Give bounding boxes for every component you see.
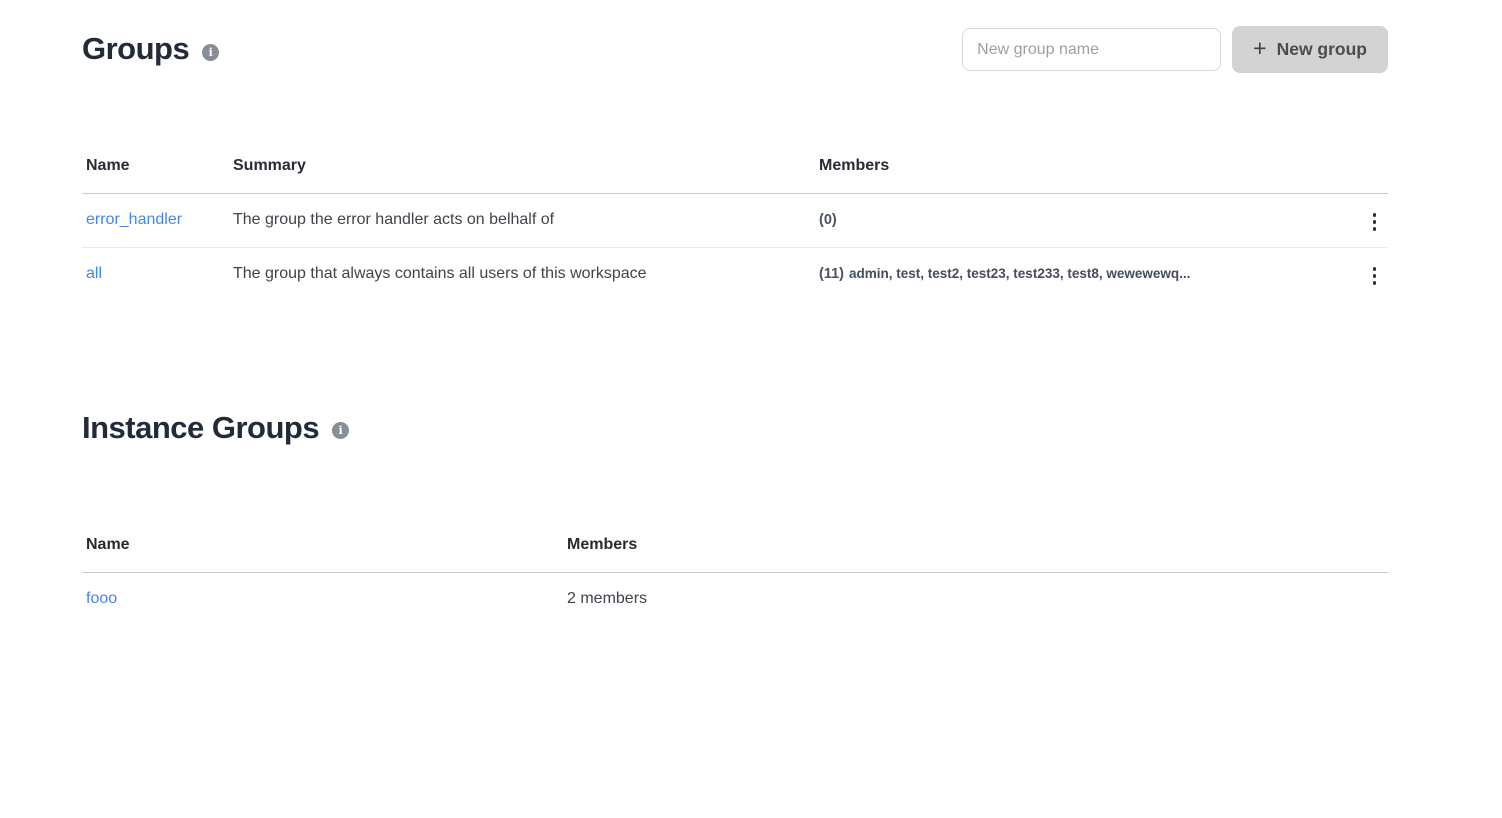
groups-table-header-row	[82, 139, 1388, 193]
table-row-all	[82, 247, 1388, 301]
column-header-actions	[1340, 139, 1388, 193]
instance-group-members: 2 members	[567, 590, 648, 608]
column-header-summary: Summary	[229, 139, 815, 193]
column-header-members: Members	[563, 518, 1388, 572]
page-header	[82, 26, 1388, 73]
members-count: (11)	[819, 266, 844, 283]
groups-info-icon[interactable]	[202, 44, 219, 61]
row-actions-kebab-icon[interactable]	[1365, 261, 1385, 291]
groups-table-wrap	[82, 139, 1388, 301]
new-group-button-label: New group	[1276, 39, 1367, 59]
new-group-button[interactable]	[1232, 26, 1388, 73]
row-actions-kebab-icon[interactable]	[1365, 207, 1385, 237]
new-group-name-input[interactable]	[962, 28, 1221, 71]
instance-groups-section	[82, 411, 1388, 626]
group-summary: The group the error handler acts on belhalf of	[229, 193, 815, 247]
table-row-fooo	[82, 572, 1388, 626]
group-link-error-handler[interactable]: error_handler	[86, 211, 183, 228]
page-title: Groups	[82, 31, 190, 67]
group-link-fooo[interactable]: fooo	[86, 590, 118, 608]
members-list: admin, test, test2, test23, test233, test8, wewewewq...	[849, 266, 1191, 282]
column-header-name: Name	[82, 139, 229, 193]
plus-icon: +	[1253, 35, 1267, 61]
instance-groups-title: Instance Groups	[82, 410, 320, 445]
group-summary: The group that always contains all users of this workspace	[233, 265, 647, 283]
table-row-error-handler	[82, 193, 1388, 247]
instance-groups-table	[82, 518, 1388, 626]
column-header-members: Members	[815, 139, 1340, 193]
members-count: (0)	[819, 212, 837, 228]
groups-table	[82, 139, 1388, 301]
instance-groups-title-wrap	[82, 411, 1388, 445]
instance-table-header-row	[82, 518, 1388, 572]
column-header-name: Name	[82, 518, 563, 572]
instance-table-wrap	[82, 518, 1388, 626]
info-glyph: i	[208, 45, 213, 59]
new-group-toolbar	[962, 26, 1388, 73]
group-link-all[interactable]: all	[86, 265, 103, 283]
info-glyph: i	[338, 424, 343, 438]
instance-groups-info-icon[interactable]	[332, 422, 349, 439]
groups-title-wrap	[82, 32, 219, 66]
